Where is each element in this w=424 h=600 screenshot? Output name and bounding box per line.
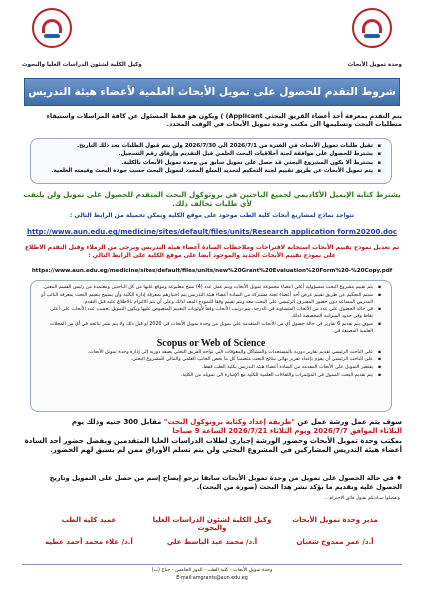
condition-item: ▪ يشترط ألا يكون المشروع البحثي قد حصل على تمويل سابق من وحدة تمويل الأبحاث بالكلية. (39, 159, 373, 167)
signature-name: أ.د/ عمر ممدوح شعبان (296, 538, 374, 546)
workshop-topic: "طريقة إعداد وكتابة بروتوكول البحث" (163, 418, 295, 426)
scopus-wos-label: Scopus or Web of Science (156, 337, 266, 349)
signature-names (28, 538, 396, 546)
page-title-banner: شروط التقدم للحصول على تمويل الأبحاث العلمية لأعضاء هيئة التدريس (24, 78, 400, 106)
evaluation-form-note: تم تعديل نموذج تقييم الأبحاث استجابة لاقتراحات وملاحظات السادة أعضاء هيئة التدريس ويرجى من الزملاء وقبل التقدم الاطلاع على نموذج تقييم الأبحاث الجديد والموجود أيضا على موقع الكلية على الرابط التالي : (24, 244, 400, 259)
footer-address: وحدة تمويل الأبحاث - كلية الطب - الدور الخامس - جناح (ب) (151, 568, 273, 573)
workshop-details: بمكتب وحدة تمويل الأبحاث وحضور الورشة إجباري لطلاب الدراسات العليا المتقدمين ويفضل حضور أحد السادة أعضاء هيئة التدريس المشاركين في المشروع البحثي ولن يتم تسلم الأوراق ممن لم يسبق لهم الحضور. (24, 436, 402, 455)
signature-name: أ.د/ محمد عبد الباسط علي (166, 538, 258, 546)
criteria-item: ▪ على الباحث الرئيسي تقديم تقارير دورية بالمستجدات والمشاكل والمعوقات التي تواجه الفريق البحثي بصفة دورية إلى إدارة وحدة تمويل الأبحاث. (39, 350, 373, 357)
criteria-item: ▪ سيتم التحكيم عن طريق تقييم عرض أحد أعضاء لجنة مشتركة من السادة أعضاء هيئة التدريس يتم اختيارهم بمعرفة إدارة الكلية وأن يسمح بتقييم البحث بمعرفة النائب أو المدرس المساعد دون حضور المشرف الرئيسي على البحث معه ويتم تقييم وفقا للنموذج المعد لذلك وعلى أن يتم الالتزام بالاطلاع عليه قبل التقدم. (39, 293, 373, 307)
protocol-template-link[interactable]: http://www.aun.edu.eg/medicine/sites/default/files/units/Research application form20200.doc (26, 228, 398, 236)
intro-paragraph: يتم التقدم بمعرفة أحد أعضاء الفريق البحثي Applicant) ) ويكون هو فقط المسئول عن كافة المراسلات واستيفاء متطلبات البحث وتسليمها الى مكتب وحدة تمويل الأبحاث في الوقت المحدد. (46, 112, 402, 129)
criteria-item: ▪ يتم تقديم البحث الممول في المؤتمرات واللقاءات العلمية للكلية مع الإشارة الى تمويله من الكلية. (39, 373, 373, 380)
signature-title: عميد كلية الطب (61, 516, 117, 524)
workshop-dates: الثلاثاء الموافق 2026/7/7 ويوم الثلاثاء 2026/7/21 الساعة 9 صباحا (172, 427, 402, 436)
email-requirement-note: يشترط كتابة الإيميل الأكاديمي لجميع الباحثين في بروتوكول البحث المتقدم للحصول على تمويل ولن يلتفت لأي طلبات تخالف ذلك. (23, 190, 401, 209)
workshop-announcement (22, 418, 402, 456)
criteria-item: ▪ على الباحث الرئيسي أن يقوم بإعداد تقرير نهائي بنتائج البحث متضمنا كل ما يخص الجانب العلمي والمالي للمشروع البحثي. (39, 357, 373, 364)
prior-funding-note: ♦ في حالة الحصول على تمويل من وحدة تمويل الأبحاث سابقا نرجو إيضاح إسم من حصل على التمويل وتاريخ الحصول عليه وتقديم ما يؤكد نشر هذا البحث (صورة من البحث). (49, 474, 402, 491)
protocol-template-note: تتواجد نماذج لمشاريع أبحاث كلية الطب موجود على موقع الكلية ويمكن تحميلة من الرابط التالي : (69, 212, 355, 219)
evaluation-form-link[interactable]: https://www.aun.edu.eg/medicine/sites/default/files/units/new%20Grant%20Evaluation%20Form%20-%20Copy.pdf (31, 268, 393, 274)
closing-line: وتفضلوا سيادتكم بقبول فائق الاحترام ... (323, 496, 400, 501)
signature-titles (28, 516, 396, 532)
workshop-fee: مقابل 300 جنيه وذلك يوم (71, 418, 164, 426)
criteria-item: ▪ سوف يتم تقديم 6 تقارير في حالة حصول أي من الأبحاث المتقدمة على تمويل من وحدة تمويل الأبحاث في 2020 او قبل ذلك ولا يتم نشر نتائجه في أي من المجلات العلمية المصنفة في (39, 322, 373, 336)
signature-name: أ.د/ علاء محمد أحمد عطيه (45, 538, 133, 546)
condition-item: ▪ يشترط للحصول على موافقة لجنة أخلاقيات البحث العلمي قبل التقديم وإرفاق رقم التسجيل. (39, 150, 373, 158)
criteria-box (30, 280, 392, 412)
criteria-item: ▪ في حالة الحصول على عدد من الأبحاث المتساوية في الدرجة، يتم ترتيب الأبحاث وفقاً لأولويات التقييم المنصوص عليها ويكون التمويل بحسب عدد الأبحاث على أعلى نقاط وفي حدود الميزانية المخصصة لذلك. (39, 307, 373, 321)
signature-title: وكيل الكلية لشئون الدراسات العليا والبحوث (152, 516, 272, 532)
signature-title: مدير وحدة تمويل الأبحاث (292, 516, 378, 524)
footer-divider (22, 564, 402, 565)
university-logo-icon (32, 8, 72, 48)
footer-email[interactable]: E-mail:amgrants@aun.edu.eg (176, 576, 248, 581)
workshop-intro: سوف يتم عمل ورشة عمل عن (294, 418, 402, 426)
conditions-box (30, 138, 392, 184)
header-unit-title: وحدة تمويل الأبحاث (347, 62, 402, 68)
header-vice-dean-title: وكيل الكلية لشئون الدراسات العليا والبحوث (22, 62, 142, 68)
condition-item: ▪ تقبل طلبات تمويل الأبحاث في الفترة من 2026/7/1 الى 2026/7/30 ولن يتم قبول الطلبات بعد ذلك التاريخ. (39, 142, 373, 150)
condition-item: ▪ يتم تمويل الأبحاث عن طريق تقييم لجنة التحكيم لتحديد المبلغ المحدد لتمويل البحث حسب جودة البحث وقيمته العلمية. (39, 167, 373, 175)
criteria-item: ▪ يتم تقييم مشروع البحث بمسؤولية أعلى اعضاء مجموعة تمويل الأبحاث ويتم عمل عدد (4) نسخ مطبوعة وموقع عليها من كل الباحثين ومعتمدة من رئيس القسم المعني. (39, 285, 373, 292)
criteria-item: ▪ يقتصر التمويل على الأبحاث المقدمة من السادة أعضاء هيئة التدريس بكلية الطب فقط. (39, 365, 373, 372)
faculty-logo-icon (352, 8, 392, 48)
